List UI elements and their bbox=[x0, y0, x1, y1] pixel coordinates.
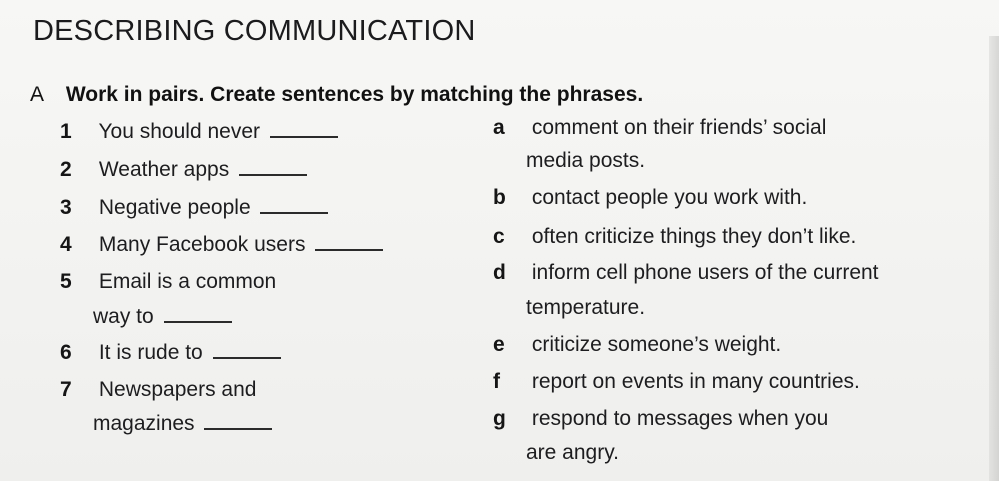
option-letter: c bbox=[493, 225, 505, 248]
answer-blank[interactable] bbox=[270, 134, 338, 138]
page-edge-shadow bbox=[989, 36, 999, 481]
instruction-text: Work in pairs. Create sentences by matching the phrases. bbox=[65, 83, 644, 106]
right-item-a-cont bbox=[526, 149, 645, 173]
answer-blank[interactable] bbox=[213, 355, 281, 359]
item-number: 4 bbox=[60, 233, 72, 256]
item-number: 2 bbox=[60, 158, 72, 181]
item-number: 1 bbox=[60, 120, 72, 143]
item-text-cont: magazines bbox=[93, 412, 195, 435]
answer-blank[interactable] bbox=[239, 172, 307, 176]
option-letter: d bbox=[493, 261, 506, 284]
option-text: comment on their friends’ social bbox=[531, 116, 827, 139]
left-item-2 bbox=[60, 158, 307, 182]
item-text: Many Facebook users bbox=[98, 233, 306, 256]
exercise-instruction bbox=[30, 83, 643, 107]
right-item-e bbox=[493, 333, 963, 357]
item-number: 5 bbox=[60, 270, 72, 293]
left-item-5-cont bbox=[93, 305, 232, 329]
item-text: Newspapers and bbox=[98, 378, 257, 401]
option-letter: g bbox=[493, 407, 506, 430]
item-number: 6 bbox=[60, 341, 72, 364]
left-item-7 bbox=[60, 378, 256, 402]
right-item-g bbox=[493, 407, 963, 431]
option-letter: f bbox=[493, 370, 500, 393]
item-text: Negative people bbox=[98, 196, 251, 219]
item-text: Weather apps bbox=[98, 158, 230, 181]
option-text: respond to messages when you bbox=[531, 407, 829, 430]
option-text: criticize someone’s weight. bbox=[531, 333, 782, 356]
option-letter: a bbox=[493, 116, 505, 139]
left-item-4 bbox=[60, 233, 383, 257]
item-text-cont: way to bbox=[93, 305, 154, 328]
item-text: You should never bbox=[98, 120, 260, 143]
answer-blank[interactable] bbox=[164, 319, 232, 323]
item-text: It is rude to bbox=[98, 341, 203, 364]
option-letter: b bbox=[493, 186, 506, 209]
right-item-c bbox=[493, 225, 963, 249]
option-text: contact people you work with. bbox=[531, 186, 808, 209]
left-item-7-cont bbox=[93, 412, 272, 436]
right-item-g-cont bbox=[526, 441, 619, 465]
option-text: inform cell phone users of the current bbox=[531, 261, 879, 284]
option-text-cont: media posts. bbox=[526, 149, 646, 172]
item-number: 3 bbox=[60, 196, 72, 219]
exercise-letter: A bbox=[30, 83, 45, 106]
left-item-3 bbox=[60, 196, 328, 220]
item-text: Email is a common bbox=[98, 270, 277, 293]
option-text: report on events in many countries. bbox=[531, 370, 860, 393]
option-letter: e bbox=[493, 333, 505, 356]
left-item-5 bbox=[60, 270, 276, 294]
left-item-1 bbox=[60, 120, 338, 144]
option-text: often criticize things they don’t like. bbox=[531, 225, 857, 248]
item-number: 7 bbox=[60, 378, 72, 401]
page-title: DESCRIBING COMMUNICATION bbox=[33, 15, 476, 47]
answer-blank[interactable] bbox=[315, 247, 383, 251]
option-text-cont: are angry. bbox=[526, 441, 619, 464]
right-item-d bbox=[493, 261, 963, 285]
answer-blank[interactable] bbox=[260, 210, 328, 214]
right-item-b bbox=[493, 186, 963, 210]
right-item-d-cont bbox=[526, 296, 645, 320]
right-item-f bbox=[493, 370, 963, 394]
answer-blank[interactable] bbox=[204, 426, 272, 430]
left-item-6 bbox=[60, 341, 281, 365]
option-text-cont: temperature. bbox=[526, 296, 646, 319]
right-item-a bbox=[493, 116, 963, 140]
